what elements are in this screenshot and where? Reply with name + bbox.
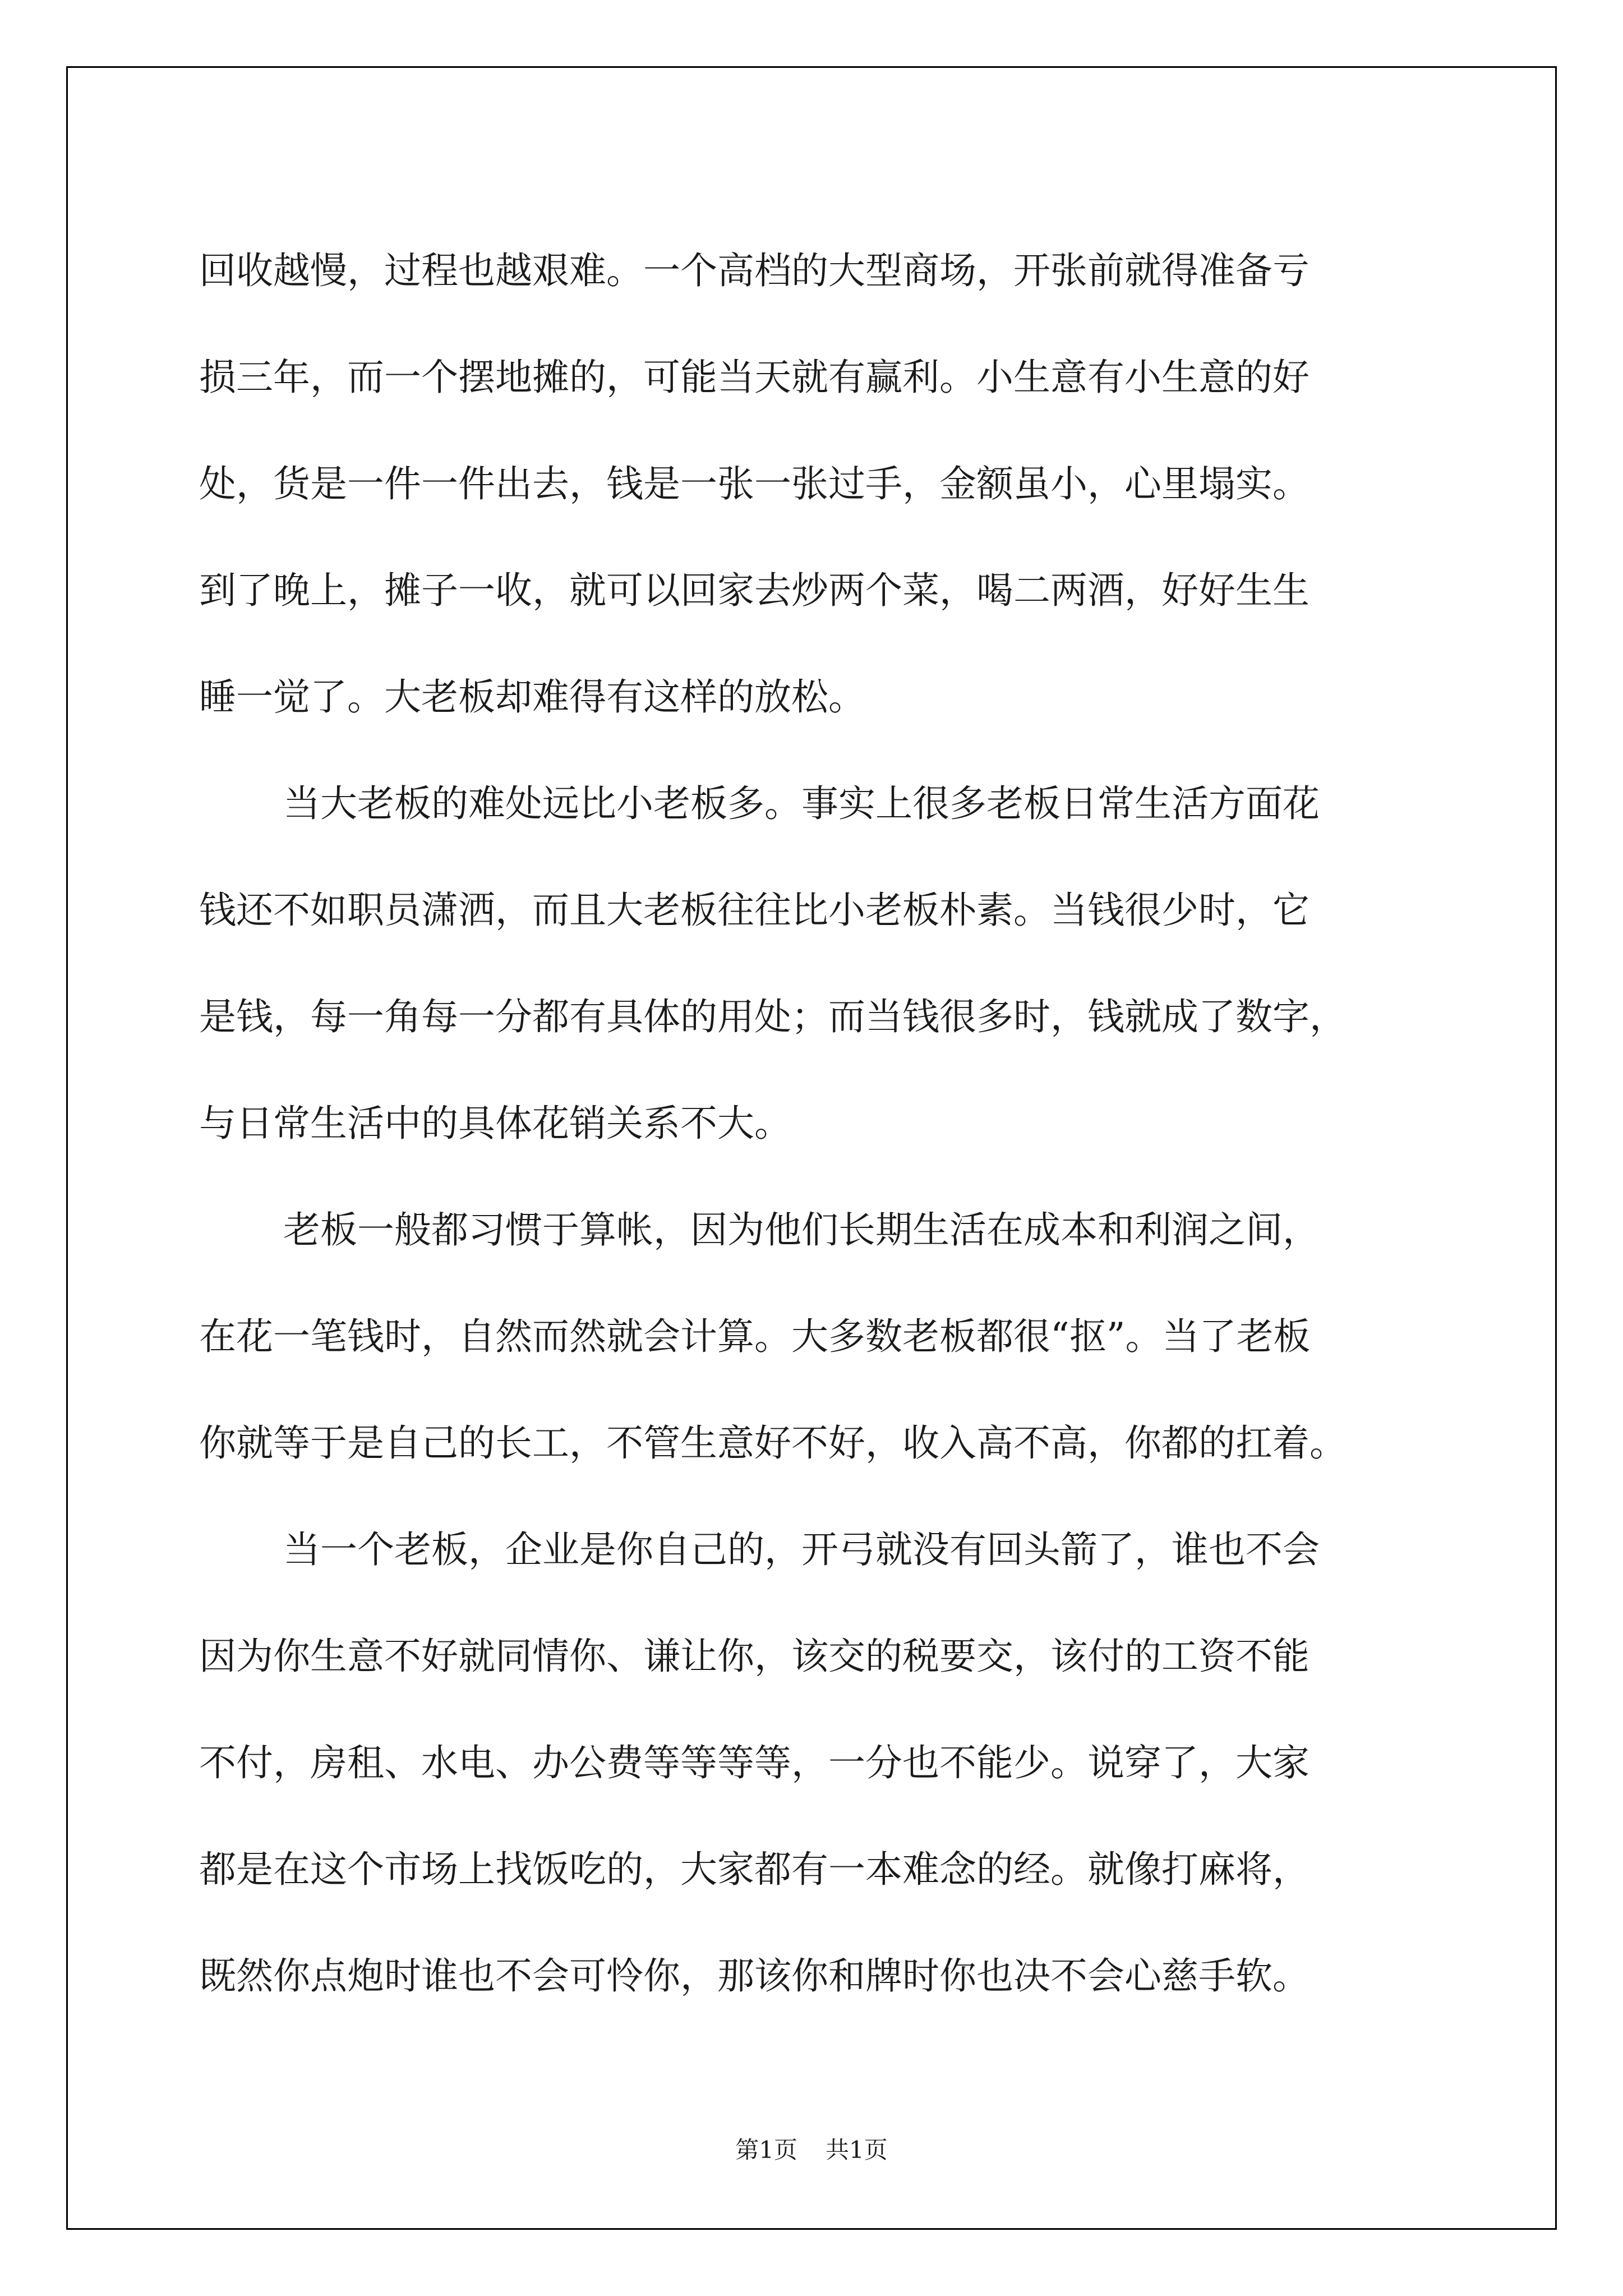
text-line: 损三年，而一个摆地摊的，可能当天就有赢利。小生意有小生意的好 [199,356,1310,399]
paragraph [199,1177,1433,1497]
text-line: 是钱，每一角每一分都有具体的用处；而当钱很多时，钱就成了数字， [199,995,1347,1038]
page-total: 共1页 [826,2136,888,2164]
paragraph [199,218,1433,751]
document-body [199,218,1433,2030]
text-line: 当大老板的难处远比小老板多。事实上很多老板日常生活方面花 [283,782,1320,825]
text-line: 与日常生活中的具体花销关系不大。 [199,1102,791,1145]
text-line: 在花一笔钱时，自然而然就会计算。大多数老板都很“抠”。当了老板 [199,1315,1311,1358]
paragraph [199,751,1433,1177]
paragraph [199,1497,1433,2030]
page-number: 第1页 [735,2136,797,2164]
text-line: 睡一觉了。大老板却难得有这样的放松。 [199,675,865,719]
text-line: 都是在这个市场上找饭吃的，大家都有一本难念的经。就像打麻将， [199,1848,1310,1891]
text-line: 到了晚上，摊子一收，就可以回家去炒两个菜，喝二两酒，好好生生 [199,569,1310,612]
text-line: 不付，房租、水电、办公费等等等等，一分也不能少。说穿了，大家 [199,1741,1310,1784]
text-line: 当一个老板，企业是你自己的，开弓就没有回头箭了，谁也不会 [283,1528,1320,1571]
text-line: 回收越慢，过程也越艰难。一个高档的大型商场，开张前就得准备亏 [199,249,1310,292]
text-line: 处，货是一件一件出去，钱是一张一张过手，金额虽小，心里塌实。 [199,462,1310,505]
text-line: 你就等于是自己的长工，不管生意好不好，收入高不高，你都的扛着。 [199,1421,1347,1465]
text-line: 既然你点炮时谁也不会可怜你，那该你和牌时你也决不会心慈手软。 [199,1954,1310,1998]
text-line: 钱还不如职员潇洒，而且大老板往往比小老板朴素。当钱很少时，它 [199,889,1310,932]
text-line: 因为你生意不好就同情你、谦让你，该交的税要交，该付的工资不能 [199,1635,1310,1678]
page-footer [0,2132,1623,2165]
text-line: 老板一般都习惯于算帐，因为他们长期生活在成本和利润之间， [283,1208,1320,1251]
